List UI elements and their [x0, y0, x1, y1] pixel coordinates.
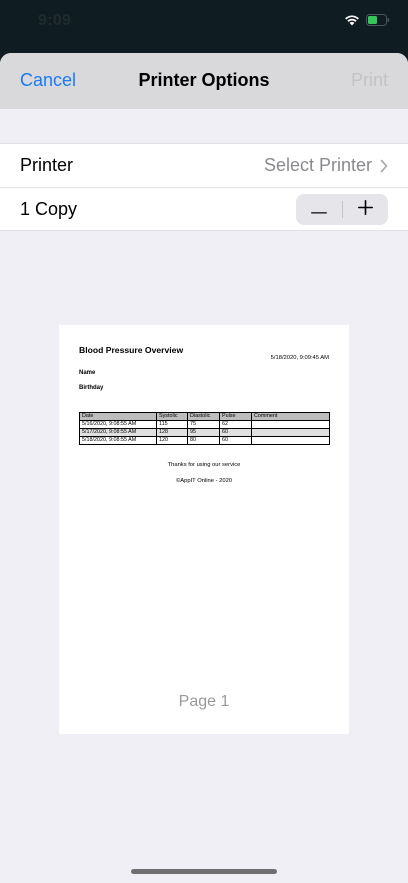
printer-row[interactable]: [0, 144, 408, 187]
table-cell: 80: [188, 437, 220, 445]
table-row: [80, 429, 330, 437]
table-cell: 5/17/2020, 9:08:55 AM: [80, 429, 157, 437]
increment-button[interactable]: [343, 194, 389, 225]
table-cell: 60: [220, 437, 252, 445]
settings-group: [0, 143, 408, 231]
status-time: 9:09: [38, 12, 72, 29]
print-preview-page[interactable]: [59, 325, 349, 734]
print-button[interactable]: Print: [350, 70, 388, 90]
section-spacer: [0, 109, 408, 143]
printer-value: Select Printer: [263, 155, 372, 175]
select-printer-button[interactable]: [264, 144, 388, 187]
birthday-label: Birthday: [79, 385, 104, 391]
status-bar: [0, 0, 408, 48]
table-header: Diastolic: [188, 413, 220, 421]
printer-options-sheet: [0, 53, 408, 883]
table-cell: 62: [220, 421, 252, 429]
battery-icon: [366, 14, 390, 26]
home-indicator[interactable]: [131, 869, 277, 874]
table-cell: 5/18/2020, 9:08:55 AM: [80, 437, 157, 445]
table-cell: 60: [220, 429, 252, 437]
page-number-label: Page 1: [178, 693, 230, 710]
thanks-text: Thanks for using our service: [167, 462, 241, 468]
navigation-bar: [0, 53, 408, 109]
table-header-row: [80, 413, 330, 421]
table-cell: 95: [188, 429, 220, 437]
document-date: 5/18/2020, 9:09:45 AM: [270, 355, 329, 361]
minus-icon: [311, 201, 327, 219]
table-row: [80, 421, 330, 429]
table-header: Comment: [252, 413, 330, 421]
name-label: Name: [79, 370, 96, 376]
table-cell: [252, 437, 330, 445]
decrement-button[interactable]: [296, 194, 342, 225]
table-cell: 115: [157, 421, 188, 429]
copies-stepper: [296, 194, 388, 225]
copies-row: [0, 187, 408, 230]
document-title: Blood Pressure Overview: [79, 345, 184, 355]
plus-icon: [358, 200, 373, 220]
readings-table: [79, 412, 330, 445]
table-cell: [252, 421, 330, 429]
table-row: [80, 437, 330, 445]
cancel-button[interactable]: Cancel: [20, 70, 77, 90]
table-cell: 128: [157, 429, 188, 437]
table-cell: 75: [188, 421, 220, 429]
table-header: Pulse: [220, 413, 252, 421]
copyright-text: ©AppIT Online - 2020: [175, 478, 233, 484]
table-cell: 120: [157, 437, 188, 445]
copies-label: 1 Copy: [20, 198, 78, 219]
chevron-right-icon: [380, 159, 388, 173]
printer-label: Printer: [20, 155, 74, 175]
page-title: Printer Options: [138, 70, 270, 90]
table-cell: 5/16/2020, 9:08:55 AM: [80, 421, 157, 429]
status-icons: [344, 14, 390, 26]
table-header: Systolic: [157, 413, 188, 421]
table-cell: [252, 429, 330, 437]
wifi-icon: [344, 14, 360, 26]
table-header: Date: [80, 413, 157, 421]
